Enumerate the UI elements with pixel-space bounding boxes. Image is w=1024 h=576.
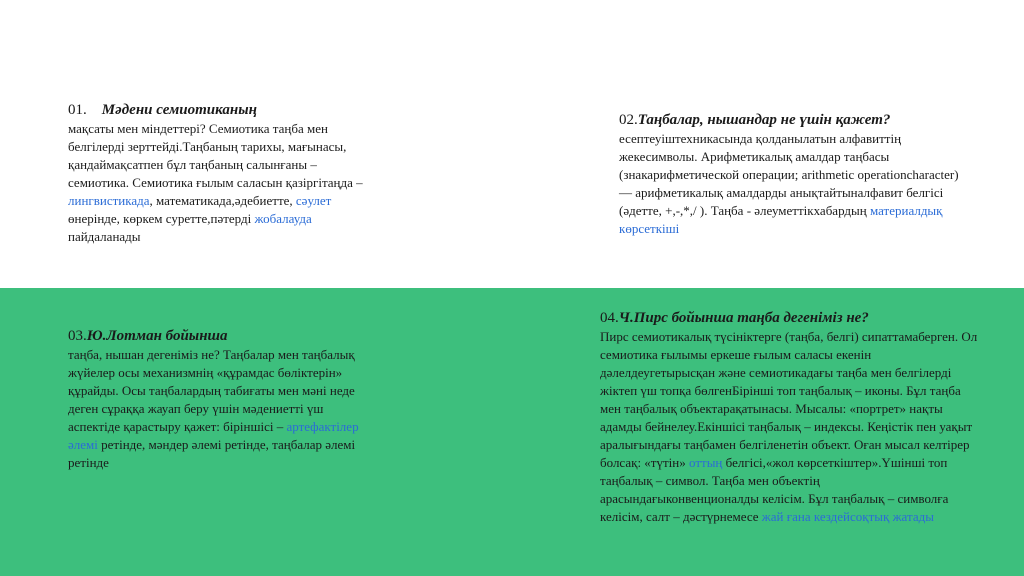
section-01-number: 01. [68,102,87,118]
section-04-text-b: белгісі,«жол көрсеткіштер».Үшінші топ таңбалық – символ. Таңба мен объектің арасындағыконвенционалды келісім. Бұл таңбалық – символға келісім, салт – дәстүрнемесе [600,455,949,524]
section-02-signs-purpose [619,110,959,238]
section-04-title: Ч.Пирс бойынша таңба дегеніміз не? [618,310,869,326]
link-artifacts-world[interactable]: артефактілер әлемі [68,419,359,452]
link-linguistics[interactable]: лингвистикада [68,193,150,208]
section-01-text-c: өнерінде, көркем суретте,пәтерді [68,211,255,226]
section-01-title: Мәдени семиотиканың [101,102,257,118]
section-03-title: Ю.Лотман бойынша [86,328,228,344]
section-04-number: 04. [600,310,619,326]
section-03-number: 03. [68,328,87,344]
section-03-lotman [68,326,368,472]
section-01-text-d: пайдаланады [68,229,141,244]
section-04-heading [600,308,980,328]
section-01-cultural-semiotics [68,100,368,246]
section-01-text: мақсаты мен міндеттері? Семиотика таңба мен белгілерді зерттейді.Таңбаның тарихы, мағынасы, қандаймақсатпен бұл таңбаның салынғаны –семиотика. Семиотика ғылым саласын қазіргітаңда – [68,121,363,190]
section-01-heading [68,100,368,120]
section-04-peirce [600,308,980,526]
link-design[interactable]: жобалауда [254,211,312,226]
section-02-title: Таңбалар, нышандар не үшін қажет? [637,112,891,128]
section-02-number: 02. [619,112,638,128]
link-material-indicator[interactable]: материалдық көрсеткіші [619,203,943,236]
section-04-text: Пирс семиотикалық түсініктерге (таңба, белгі) сипаттамаберген. Ол семиотика ғылымы еркеше ғылым саласы екенін дәлелдеугетырысқан және семиотикадағы таңба мен белгілерді жіктеп үш топқа бөлгенБірінші топ таңбалық – иконы. Бұл таңба мен таңбалық объектарақатынасы. Мысалы: «портрет» нақты адамды бейнелеу.Екіншісі таңбалық – индексы. Кеңістік пен уақыт аралығындағы таңбамен белгіленетін объект. Оған мысал келтірер болсақ: «түтін» [600,329,978,470]
section-02-text: есептеуіштехникасында қолданылатын алфавиттің жекесимволы. Арифметикалық амалдар таңбасы (знакарифметической операции; arithmetic operationcharacter) — арифметикалық амалдарды анықтайтыналфавит белгісі (әдетте, +,-,*,/ ). Таңба - әлеуметтікхабардың [619,131,959,218]
link-fire[interactable]: оттың [689,455,723,470]
section-03-heading [68,326,368,346]
link-architecture[interactable]: сәулет [295,193,332,208]
section-03-text: таңба, нышан дегеніміз не? Таңбалар мен таңбалық жүйелер осы механизмнің «құрамдас бөліктерін» құрайды. Осы таңбалардың табиғаты мен мәні неде деген сұраққа жауап беру үшін мәдениетті үш аспектіде қарастыру қажет: біріншісі – [68,347,355,434]
link-coincidence[interactable]: жай ғана кездейсоқтық жатады [761,509,934,524]
section-03-text-b: ретінде, мәндер әлемі ретінде, таңбалар әлемі ретінде [68,437,356,470]
section-01-text-b: , математикада,әдебиетте, [149,193,296,208]
section-02-heading [619,110,959,130]
